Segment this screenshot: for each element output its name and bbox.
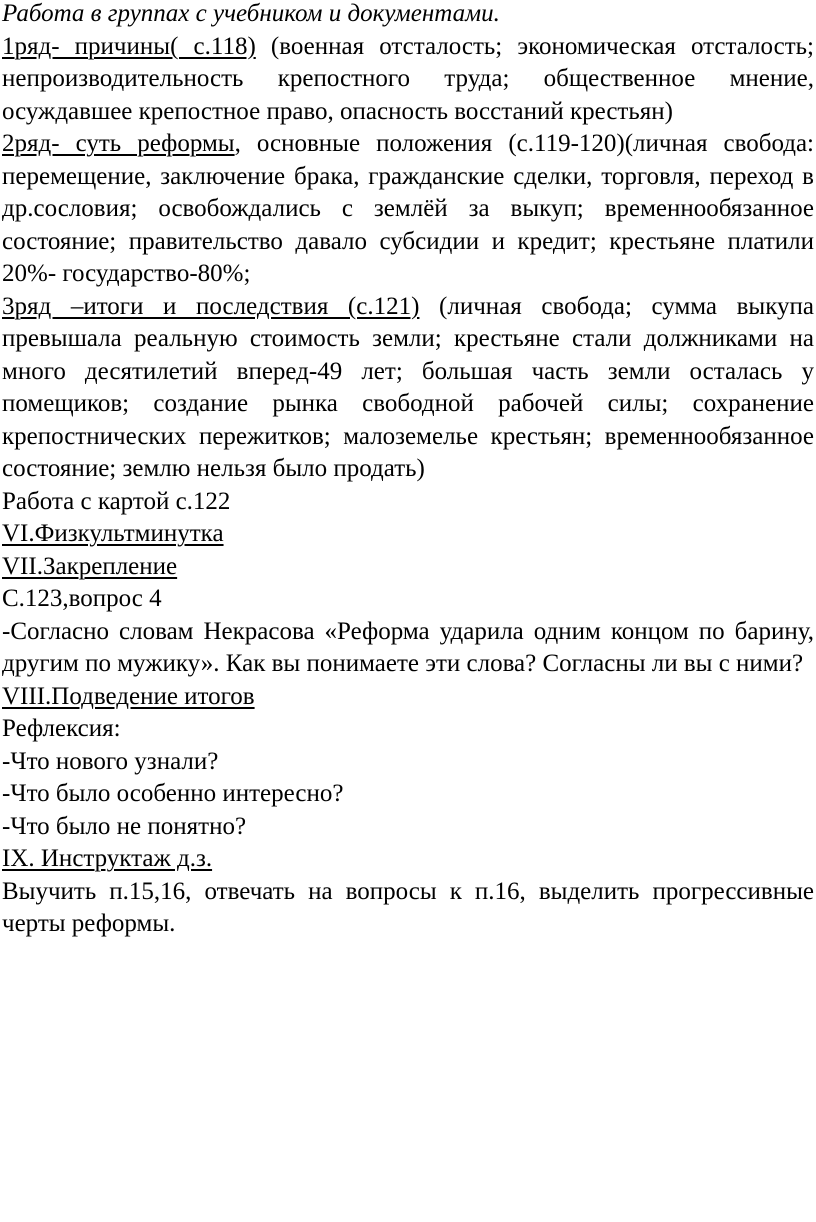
section-8-heading [2,681,814,714]
row1-heading: 1ряд- причины( с.118) [2,32,256,60]
section-9-heading [2,843,814,876]
map-work-line: Работа с картой с.122 [2,487,231,515]
section-6-title: VI.Физкультминутка [2,520,224,547]
section-7-heading [2,551,814,584]
question-text: -Согласно словам Некрасова «Реформа ударила одним концом по барину, другим по мужику». Как вы понимаете эти слова? Согласны ли вы с ними? [2,617,814,677]
reflection-question-1: -Что нового узнали? [2,747,219,775]
reflection-question-2: -Что было особенно интересно? [2,780,344,807]
section-7-title: VII.Закрепление [2,552,178,580]
row3-paragraph [2,291,814,486]
row3-heading: 3ряд –итоги и последствия (с.121) [2,292,420,320]
section-8-title: VIII.Подведение итогов [2,682,255,710]
row1-text: (военная отсталость; экономическая отсталость; непроизводительность крепостного труда; общественное мнение, осуждавшее крепостное право, опасность восстаний крестьян) [2,32,814,125]
section-9-title: IX. Инструктаж д.з. [2,845,213,872]
reflection-title: Рефлексия: [2,715,121,742]
group-work-heading: Работа в группах с учебником и документами. [2,0,500,27]
row2-paragraph [2,128,814,291]
reflection-question-3: -Что было не понятно? [2,812,247,840]
question-reference: С.123,вопрос 4 [2,585,162,612]
row2-text: , основные положения (с.119-120)(личная свобода: перемещение, заключение брака, гражданские сделки, торговля, переход в др.сословия; освобождались с землёй за выкуп; временнообязанное состояние; правительство давало субсидии и кредит; крестьяне платили 20%- государство-80%; [2,130,814,287]
homework-text: Выучить п.15,16, отвечать на вопросы к п.16, выделить прогрессивные черты реформы. [2,877,814,937]
row3-text: (личная свобода; сумма выкупа превышала реальную стоимость земли; крестьяне стали должниками на много десятилетий вперед-49 лет; большая часть земли осталась у помещиков; создание рынка свободной рабочей силы; сохранение крепостнических пережитков; малоземелье крестьян; временнообязанное состояние; землю нельзя было продать) [2,292,814,482]
row2-heading: 2ряд- суть реформы [2,130,235,157]
row1-paragraph [2,31,814,129]
section-6-heading [2,518,814,551]
